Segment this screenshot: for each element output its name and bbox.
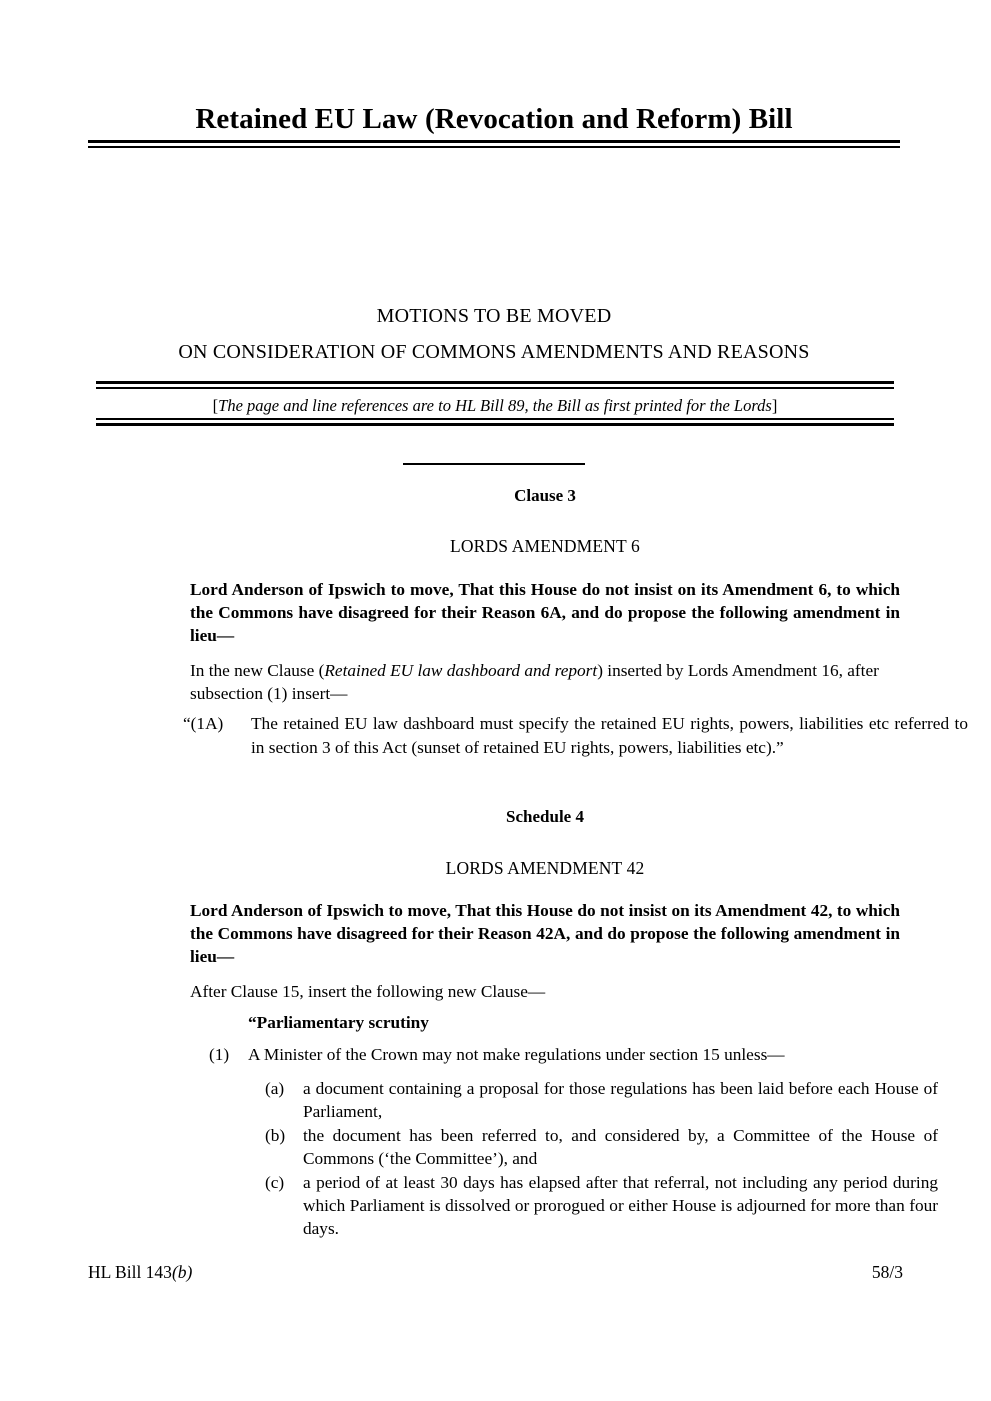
list-item-marker: (1): [209, 1045, 230, 1064]
instruction-part-2: ) inserted by Lords Amendment 16, after subsection (1) insert—: [190, 661, 879, 703]
rule-thin-line: [96, 387, 894, 389]
lords-amendment-42-heading: LORDS AMENDMENT 42: [445, 858, 645, 878]
list-item-text: a document containing a proposal for those regulations has been laid before each House of Parliament,: [303, 1079, 938, 1122]
instruction-clause-name: Retained EU law dashboard and report: [324, 661, 598, 680]
rule-thin-line: [88, 146, 900, 148]
lords-amendment-6-heading: LORDS AMENDMENT 6: [450, 536, 640, 556]
footer-bill-prefix: HL Bill 143: [88, 1262, 172, 1282]
motions-heading-line2: ON CONSIDERATION OF COMMONS AMENDMENTS AND REASONS: [178, 341, 810, 363]
title-rule: [88, 140, 900, 148]
motions-heading-line1: MOTIONS TO BE MOVED: [376, 305, 612, 327]
subsection-text: The retained EU law dashboard must specify the retained EU rights, powers, liabilities etc referred to in section 3 of this Act (sunset of retained EU rights, powers, liabilities etc).”: [251, 714, 968, 757]
reference-note: [96, 396, 894, 416]
rule-thick-line: [96, 423, 894, 426]
clause-3-motion-text: Lord Anderson of Ipswich to move, That this House do not insist on its Amendment 6, to which the Commons have disagreed for their Reason 6A, and do propose the following amendment in lieu—: [190, 580, 900, 645]
footer-bill-suffix: (b): [171, 1262, 193, 1282]
footer-page-number: 58/3: [871, 1262, 903, 1282]
list-item: [265, 1171, 938, 1241]
footer-bill-number: [88, 1262, 192, 1283]
list-item: [265, 1124, 938, 1170]
schedule-4-heading: Schedule 4: [506, 807, 584, 826]
clause-3-heading: Clause 3: [514, 486, 576, 505]
subsection-marker: “(1A): [183, 714, 224, 733]
page-title: Retained EU Law (Revocation and Reform) Bill: [195, 103, 793, 135]
list-item-text: A Minister of the Crown may not make regulations under section 15 unless—: [248, 1045, 785, 1064]
list-item-text: a period of at least 30 days has elapsed after that referral, not including any period during which Parliament is dissolved or prorogued or either House is adjourned for more than four days.: [303, 1173, 938, 1239]
note-open-bracket: [: [212, 396, 219, 415]
note-close-bracket: ]: [771, 396, 778, 415]
schedule-4-instruction: After Clause 15, insert the following new Clause—: [190, 982, 546, 1001]
list-item-marker: (c): [265, 1173, 285, 1192]
list-item-marker: (b): [265, 1126, 286, 1145]
note-rule-top: [96, 381, 894, 389]
clause-3-instruction: [190, 659, 900, 705]
list-item-marker: (a): [265, 1079, 285, 1098]
schedule-4-motion-text: Lord Anderson of Ipswich to move, That this House do not insist on its Amendment 42, to which the Commons have disagreed for their Reason 42A, and do propose the following amendment in lieu—: [190, 901, 900, 966]
list-item: [265, 1077, 938, 1123]
note-rule-bottom: [96, 418, 894, 426]
list-item-text: the document has been referred to, and considered by, a Committee of the House of Commons (‘the Committee’), and: [303, 1126, 938, 1169]
inserted-subsection-1a: [183, 712, 968, 759]
instruction-part-1: In the new Clause (: [190, 661, 325, 680]
section-divider: [403, 463, 585, 465]
note-italic-text: The page and line references are to HL Bill 89, the Bill as first printed for the Lords: [218, 396, 772, 415]
list-item: [209, 1043, 939, 1066]
new-clause-title: “Parliamentary scrutiny: [248, 1013, 429, 1032]
